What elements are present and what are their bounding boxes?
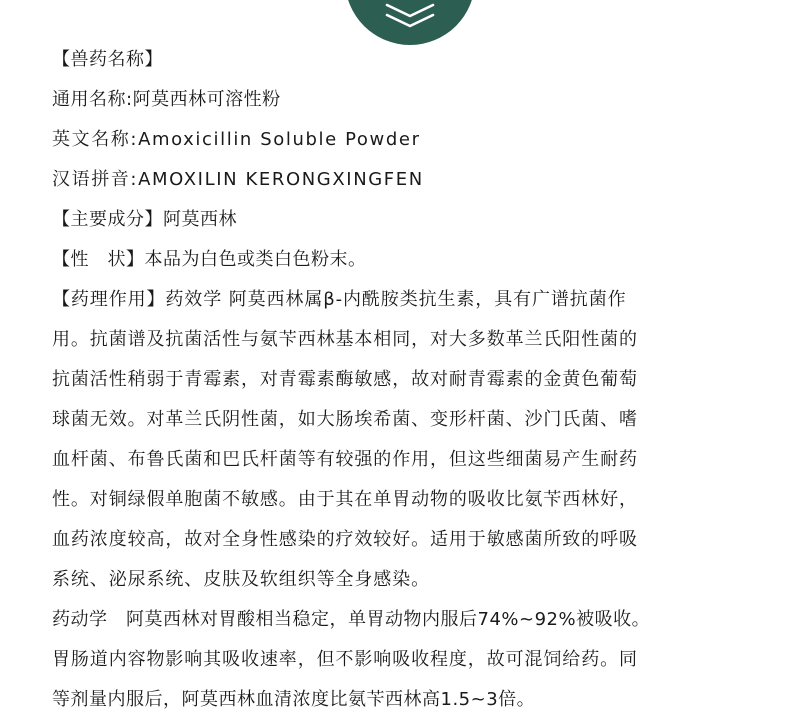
- pharmacokinetics-line: 药动学 阿莫西林对胃酸相当稳定，单胃动物内服后74%~92%被吸收。: [52, 609, 651, 630]
- english-name: 英文名称:Amoxicillin Soluble Powder: [52, 129, 421, 150]
- pharmacokinetics-line: 等剂量内服后，阿莫西林血清浓度比氨苄西林高1.5~3倍。: [52, 689, 536, 710]
- pharmacology-line: 血药浓度较高，故对全身性感染的疗效较好。适用于敏感菌所致的呼吸: [52, 529, 638, 550]
- double-chevron-down-icon: [383, 2, 437, 30]
- pharmacology-line: 抗菌活性稍弱于青霉素，对青霉素酶敏感，故对耐青霉素的金黄色葡萄: [52, 369, 638, 390]
- pharmacology-line: 系统、泌尿系统、皮肤及软组织等全身感染。: [52, 569, 430, 590]
- pharmacology-line: 【药理作用】药效学 阿莫西林属β-内酰胺类抗生素，具有广谱抗菌作: [52, 289, 627, 310]
- pharmacology-line: 球菌无效。对革兰氏阴性菌，如大肠埃希菌、变形杆菌、沙门氏菌、嗜: [52, 409, 638, 430]
- product-description: [52, 40, 752, 720]
- section-heading-drug-name: 【兽药名称】: [52, 49, 163, 70]
- generic-name: 通用名称:阿莫西林可溶性粉: [52, 89, 281, 110]
- pinyin-name: 汉语拼音:AMOXILIN KERONGXINGFEN: [52, 169, 424, 190]
- pharmacology-line: 用。抗菌谱及抗菌活性与氨苄西林基本相同，对大多数革兰氏阳性菌的: [52, 329, 638, 350]
- main-ingredient: 【主要成分】阿莫西林: [52, 209, 237, 230]
- pharmacology-line: 性。对铜绿假单胞菌不敏感。由于其在单胃动物的吸收比氨苄西林好，: [52, 489, 638, 510]
- pharmacokinetics-line: 胃肠道内容物影响其吸收速率，但不影响吸收程度，故可混饲给药。同: [52, 649, 638, 670]
- pharmacology-line: 血杆菌、布鲁氏菌和巴氏杆菌等有较强的作用，但这些细菌易产生耐药: [52, 449, 638, 470]
- appearance: 【性 状】本品为白色或类白色粉末。: [52, 249, 367, 270]
